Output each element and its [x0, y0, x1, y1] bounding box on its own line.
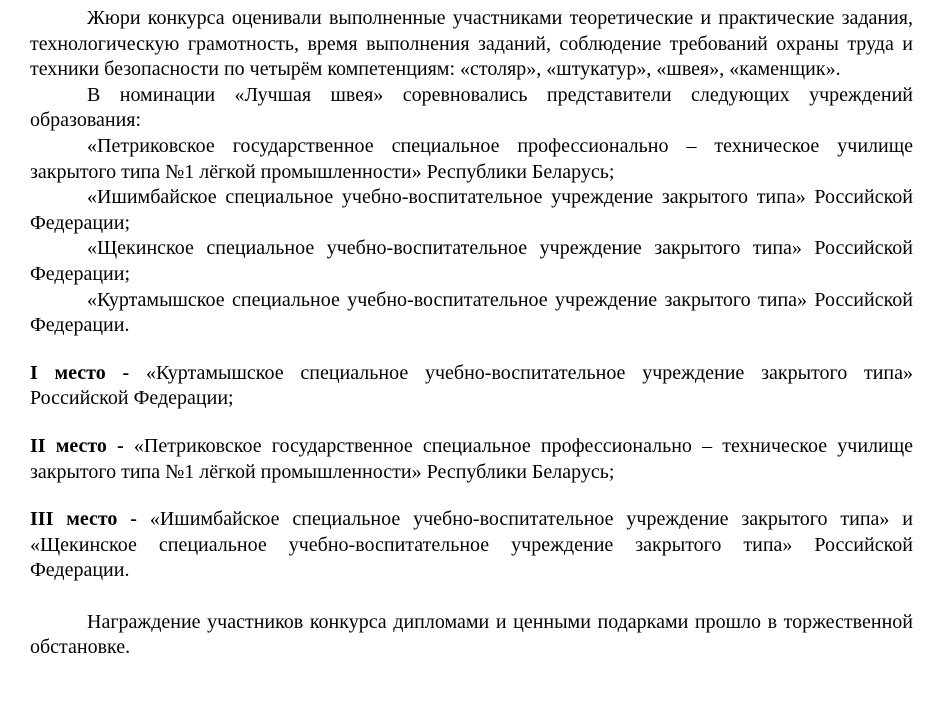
- jury-paragraph: Жюри конкурса оценивали выполненные участниками теоретические и практические задания, технологическую грамотность, время выполнения заданий, соблюдение требований охраны труда и техники безопасности по четырём компетенциям: «столяр», «штукатур», «швея», «каменщик».: [30, 7, 913, 81]
- place-label-1: I место: [30, 361, 106, 384]
- result-third-place: [30, 507, 913, 584]
- institution-item-3: «Щекинское специальное учебно-воспитательное учреждение закрытого типа» Российской Федерации;: [30, 237, 913, 285]
- place-text-3: «Ишимбайское специальное учебно-воспитательное учреждение закрытого типа» и «Щекинское специальное учебно-воспитательное учреждение закрытого типа» Российской Федерации.: [30, 508, 913, 582]
- place-label-2: II место: [30, 434, 107, 457]
- place-text-2: «Петриковское государственное специальное профессионально – техническое училище закрытого типа №1 лёгкой промышленности» Республики Беларусь;: [30, 434, 913, 483]
- closing-paragraph: Награждение участников конкурса дипломами и ценными подарками прошло в торжественной обстановке.: [30, 610, 913, 659]
- document-page: [30, 6, 913, 661]
- place-label-3: III место: [30, 508, 118, 531]
- place-separator-3: -: [117, 508, 150, 531]
- institution-item-1: «Петриковское государственное специальное профессионально – техническое училище закрытого типа №1 лёгкой промышленности» Республики Беларусь;: [30, 134, 913, 183]
- place-separator-1: -: [105, 361, 146, 384]
- nomination-paragraph: В номинации «Лучшая швея» соревновались представители следующих учреждений образования:: [30, 83, 913, 132]
- institution-item-2: «Ишимбайское специальное учебно-воспитательное учреждение закрытого типа» Российской Федерации;: [30, 186, 913, 234]
- institution-item-4: «Куртамышское специальное учебно-воспитательное учреждение закрытого типа» Российской Федерации.: [30, 288, 913, 337]
- place-text-1: «Куртамышское специальное учебно-воспитательное учреждение закрытого типа» Российской Федерации;: [30, 361, 913, 410]
- place-separator-2: -: [106, 434, 134, 457]
- result-first-place: [30, 361, 913, 412]
- result-second-place: [30, 434, 913, 485]
